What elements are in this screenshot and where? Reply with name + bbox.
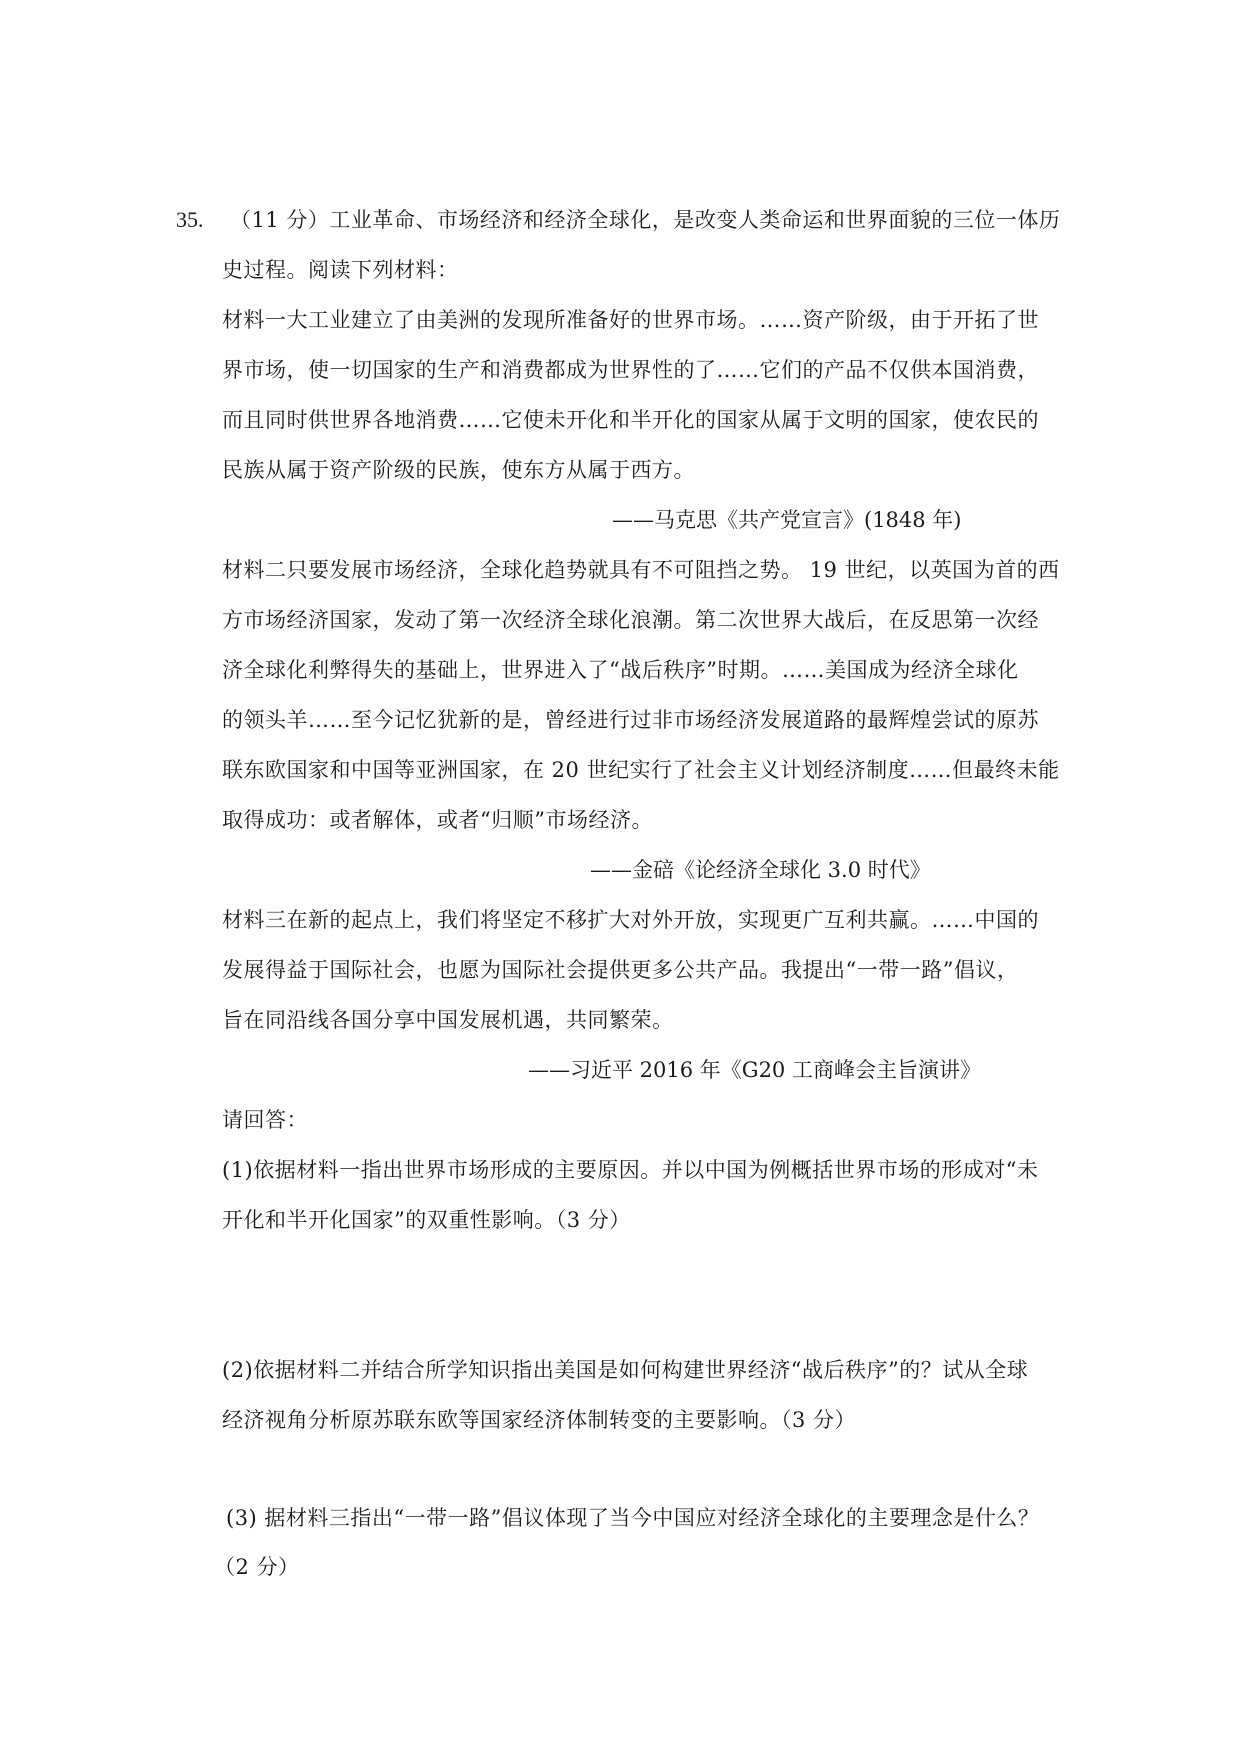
material3-source: ——习近平 2016 年《G20 工商峰会主旨演讲》	[528, 1058, 981, 1082]
sub-question-1-line-1: (1)依据材料一指出世界市场形成的主要原因。并以中国为例概括世界市场的形成对“未	[222, 1158, 1039, 1182]
material2-line: 的领头羊……至今记忆犹新的是，曾经进行过非市场经济发展道路的最辉煌尝试的原苏	[222, 708, 1039, 732]
question-stem-line-1: （11 分）工业革命、市场经济和经济全球化，是改变人类命运和世界面貌的三位一体历	[230, 208, 1061, 232]
material2-line: 方市场经济国家，发动了第一次经济全球化浪潮。第二次世界大战后，在反思第一次经	[222, 608, 1039, 632]
material2-line: 取得成功：或者解体，或者“归顺”市场经济。	[222, 808, 653, 832]
material1-line: 界市场，使一切国家的生产和消费都成为世界性的了……它们的产品不仅供本国消费，	[222, 358, 1039, 382]
sub-question-2-line-2: 经济视角分析原苏联东欧等国家经济体制转变的主要影响。（3 分）	[222, 1408, 857, 1432]
material3-line: 发展得益于国际社会，也愿为国际社会提供更多公共产品。我提出“一带一路”倡议，	[222, 958, 1019, 982]
answer-prompt: 请回答：	[222, 1108, 308, 1132]
material2-line: 济全球化利弊得失的基础上，世界进入了“战后秩序”时期。……美国成为经济全球化	[222, 658, 1019, 682]
sub-question-1-line-2: 开化和半开化国家”的双重性影响。（3 分）	[222, 1208, 631, 1232]
material1-line: 材料一大工业建立了由美洲的发现所准备好的世界市场。……资产阶级，由于开拓了世	[222, 308, 1039, 332]
material2-line: 联东欧国家和中国等亚洲国家，在 20 世纪实行了社会主义计划经济制度……但最终未能	[222, 758, 1060, 782]
sub-question-2-line-1: (2)依据材料二并结合所学知识指出美国是如何构建世界经济“战后秩序”的？试从全球	[222, 1358, 1029, 1382]
question-number: 35.	[176, 207, 204, 232]
material2-line: 材料二只要发展市场经济，全球化趋势就具有不可阻挡之势。 19 世纪，以英国为首的西	[222, 558, 1060, 582]
sub-question-3-line-2: （2 分）	[214, 1555, 300, 1579]
material1-line: 民族从属于资产阶级的民族，使东方从属于西方。	[222, 458, 695, 482]
material3-line: 材料三在新的起点上，我们将坚定不移扩大对外开放，实现更广互利共赢。……中国的	[222, 908, 1039, 932]
sub-question-3-line-1: (3) 据材料三指出“一带一路”倡议体现了当今中国应对经济全球化的主要理念是什么？	[226, 1506, 1040, 1530]
material1-line: 而且同时供世界各地消费……它使未开化和半开化的国家从属于文明的国家，使农民的	[222, 408, 1039, 432]
material3-line: 旨在同沿线各国分享中国发展机遇，共同繁荣。	[222, 1008, 674, 1032]
material1-source: ——马克思《共产党宣言》(1848 年)	[612, 508, 962, 532]
question-stem-line-2: 史过程。阅读下列材料：	[222, 258, 459, 282]
material2-source: ——金碚《论经济全球化 3.0 时代》	[590, 858, 931, 882]
